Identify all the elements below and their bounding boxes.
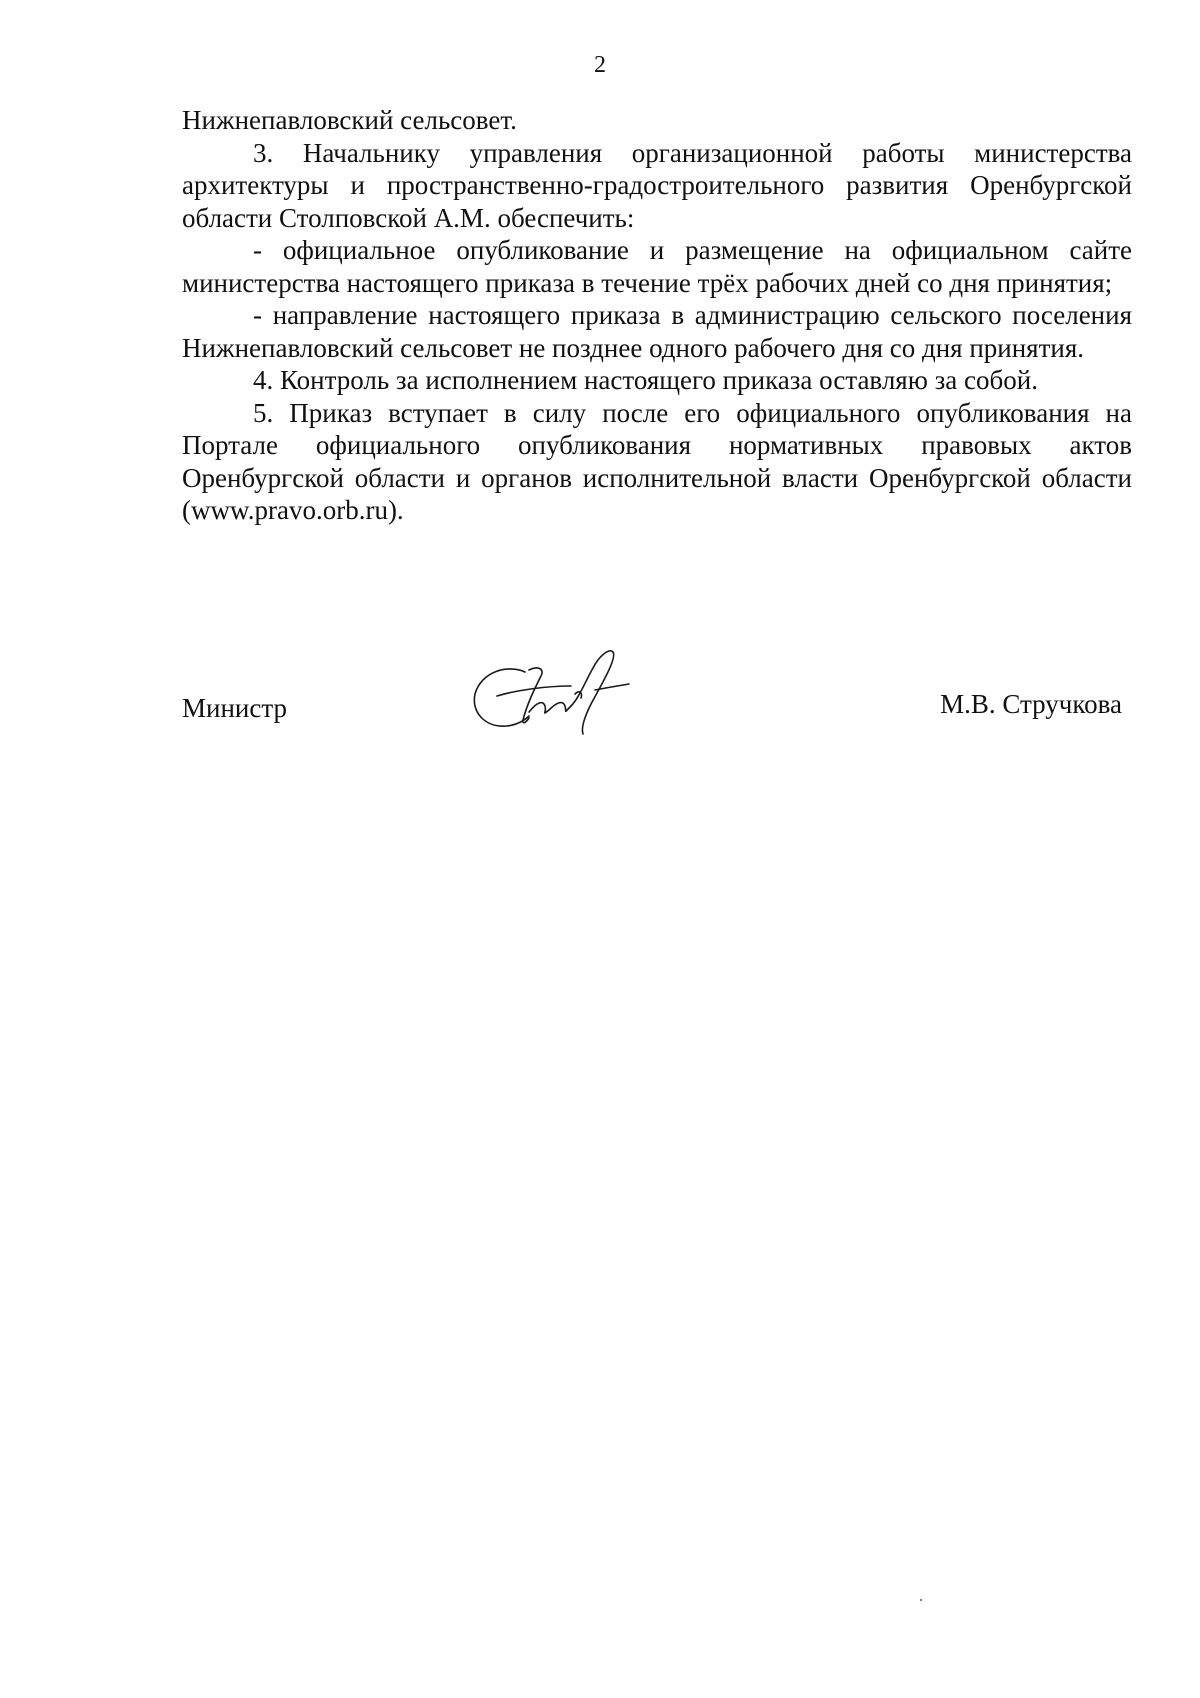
paragraph-item-4: 4. Контроль за исполнением настоящего приказа оставляю за собой. (253, 365, 1038, 395)
paragraph-subitem-direction: - направление настоящего приказа в администрацию сельского поселения Нижнепавловский сельсовет не позднее одного рабочего дня со дня принятия. (182, 300, 1132, 363)
document-body (182, 104, 1132, 527)
signatory-title: Министр (182, 693, 287, 723)
paragraph-item-3: 3. Начальнику управления организационной работы министерства архитектуры и пространственно-градостроительного развития Оренбургской области Столповской А.М. обеспечить: (182, 137, 1132, 233)
signature-block (182, 642, 1132, 732)
page-number: 2 (594, 52, 606, 78)
scan-speck (920, 1599, 922, 1601)
handwritten-signature (467, 642, 647, 742)
paragraph-item-5: 5. Приказ вступает в силу после его официального опубликования на Портале официального опубликования нормативных правовых актов Оренбургской области и органов исполнительной власти Оренбургской области (www.pravo.orb.ru). (182, 397, 1132, 525)
signatory-name: М.В. Стручкова (940, 689, 1122, 719)
paragraph-subitem-publication: - официальное опубликование и размещение на официальном сайте министерства настоящего приказа в течение трёх рабочих дней со дня принятия; (182, 235, 1132, 298)
paragraph-continuation: Нижнепавловский сельсовет. (182, 105, 517, 135)
